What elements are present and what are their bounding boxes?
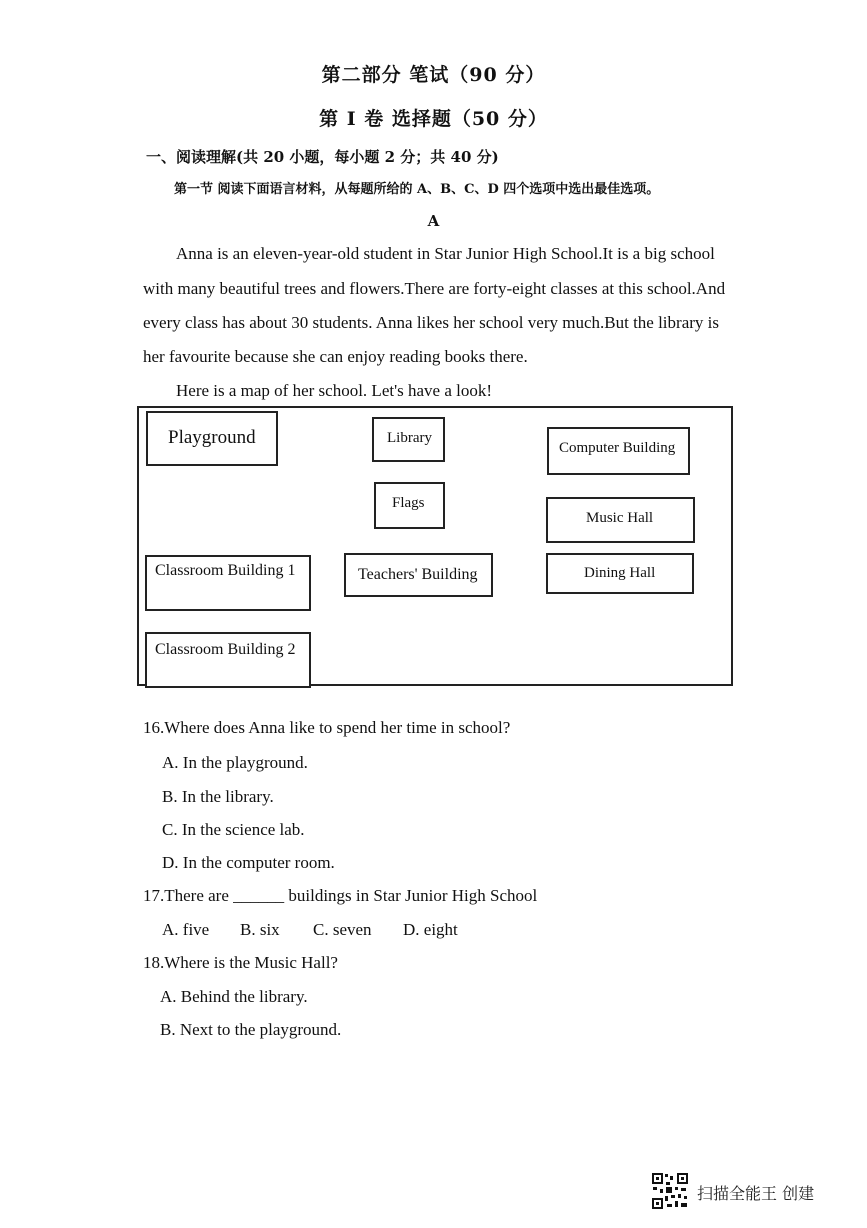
volume-title: 第 I 卷 选择题（50 分）: [319, 108, 548, 130]
scanner-watermark-text: 扫描全能王 创建: [697, 1184, 815, 1203]
section-heading: 一、阅读理解(共 20 小题，每小题 2 分；共 40 分): [146, 148, 499, 166]
passage-line: every class has about 30 students. Anna likes her school very much.But the library is: [143, 313, 719, 332]
map-library: Library: [372, 417, 445, 462]
question-17-option-d: D. eight: [403, 920, 458, 939]
question-16-option-d: D. In the computer room.: [162, 853, 335, 872]
map-classroom-building-2: Classroom Building 2: [145, 632, 311, 688]
question-17-stem: 17.There are ______ buildings in Star Junior High School: [143, 886, 538, 905]
map-flags: Flags: [374, 482, 445, 529]
passage-line: with many beautiful trees and flowers.There are forty-eight classes at this school.And: [143, 279, 726, 298]
passage-line: Anna is an eleven-year-old student in Star Junior High School.It is a big school: [176, 244, 715, 263]
question-17-option-a: A. five: [162, 920, 210, 939]
map-music-hall: Music Hall: [546, 497, 695, 543]
passage-label: A: [427, 212, 440, 230]
map-teachers-building: Teachers' Building: [344, 553, 493, 597]
question-16-option-b: B. In the library.: [162, 787, 274, 806]
question-16-option-a: A. In the playground.: [162, 753, 308, 772]
question-18-option-a: A. Behind the library.: [160, 987, 308, 1006]
part-title: 第二部分 笔试（90 分）: [321, 64, 546, 86]
map-classroom-building-1: Classroom Building 1: [145, 555, 311, 611]
question-16-stem: 16.Where does Anna like to spend her time in school?: [143, 718, 511, 737]
question-17-option-b: B. six: [240, 920, 280, 939]
question-16-option-c: C. In the science lab.: [162, 820, 305, 839]
question-17-option-c: C. seven: [313, 920, 372, 939]
question-18-stem: 18.Where is the Music Hall?: [143, 953, 338, 972]
section-subheading: 第一节 阅读下面语言材料，从每题所给的 A、B、C、D 四个选项中选出最佳选项。: [174, 182, 660, 197]
school-map: [137, 406, 733, 686]
map-computer-building: Computer Building: [547, 427, 690, 475]
map-dining-hall: Dining Hall: [546, 553, 694, 594]
qr-code-icon: [651, 1172, 689, 1210]
passage-line: her favourite because she can enjoy reading books there.: [143, 347, 528, 366]
question-18-option-b: B. Next to the playground.: [160, 1020, 342, 1039]
map-playground: Playground: [146, 411, 278, 466]
map-intro: Here is a map of her school. Let's have a look!: [176, 381, 493, 400]
